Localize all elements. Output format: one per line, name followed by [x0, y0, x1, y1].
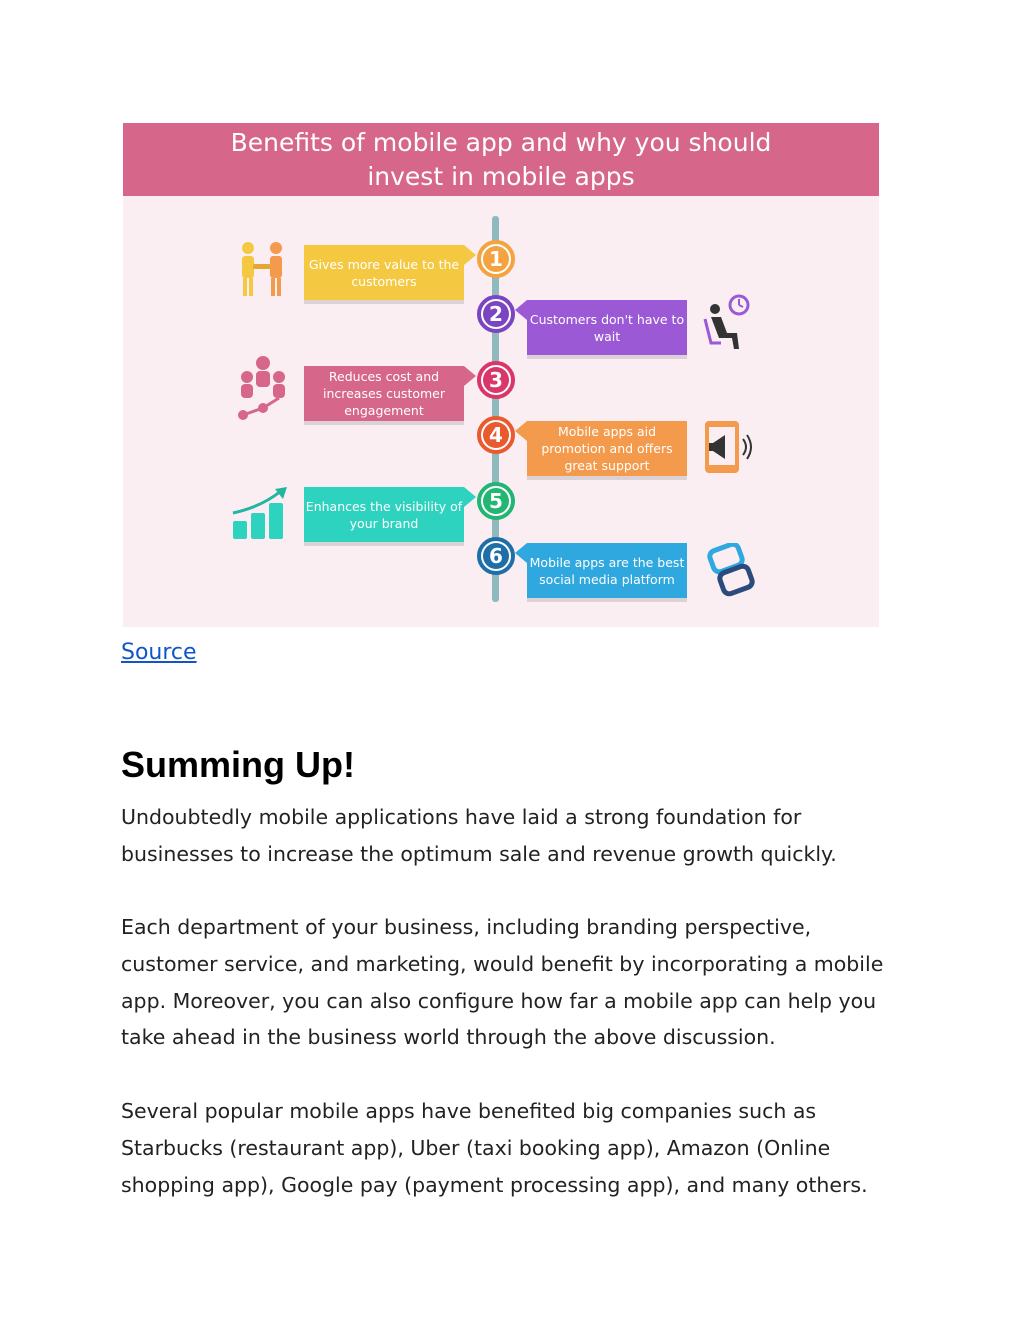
- benefit-box-3: [304, 366, 464, 421]
- benefit-number-4: [477, 416, 515, 454]
- benefit-number-2-label: 2: [483, 301, 509, 327]
- paragraph-2-line-4: take ahead in the business world through the above discussion.: [121, 1025, 776, 1050]
- paragraph-2: [121, 909, 911, 1056]
- benefit-number-2: [477, 295, 515, 333]
- paragraph-1: [121, 799, 911, 873]
- infographic-title: [123, 123, 879, 196]
- benefit-number-3: [477, 361, 515, 399]
- benefit-number-6: [477, 537, 515, 575]
- paragraph-1-line-2: businesses to increase the optimum sale and revenue growth quickly.: [121, 841, 837, 866]
- paragraph-1-line-1: Undoubtedly mobile applications have laid a strong foundation for: [121, 805, 802, 829]
- paragraph-3-line-3: shopping app), Google pay (payment processing app), and many others.: [121, 1172, 868, 1197]
- benefit-text-4: Mobile apps aid promotion and offers great support: [541, 424, 673, 473]
- people-network-icon: [233, 353, 295, 423]
- benefit-number-1: [477, 240, 515, 278]
- infographic-title-line1: Benefits of mobile app and why you should: [230, 127, 772, 157]
- growth-chart-icon: [231, 485, 293, 541]
- benefit-text-5: Enhances the visibility of your brand: [305, 498, 463, 531]
- paragraph-2-line-2: customer service, and marketing, would benefit by incorporating a mobile: [121, 951, 884, 976]
- section-heading: Summing Up!: [121, 744, 355, 785]
- benefit-number-4-label: 4: [483, 422, 509, 448]
- benefit-number-5: [477, 482, 515, 520]
- phone-megaphone-icon: [703, 419, 759, 475]
- benefit-text-1: Gives more value to the customers: [308, 256, 460, 289]
- benefit-text-6: Mobile apps are the best social media platform: [529, 554, 685, 587]
- benefit-box-4: [527, 421, 687, 476]
- benefit-text-2: Customers don't have to wait: [529, 311, 685, 344]
- benefit-number-3-label: 3: [483, 367, 509, 393]
- paragraph-2-line-3: app. Moreover, you can also configure how far a mobile app can help you: [121, 988, 877, 1013]
- source-link[interactable]: Source: [121, 640, 197, 665]
- paragraph-3-line-1: Several popular mobile apps have benefited big companies such as: [121, 1099, 817, 1123]
- benefits-infographic: [123, 123, 879, 627]
- benefit-box-6: [527, 543, 687, 598]
- social-links-icon: [701, 543, 761, 597]
- infographic-title-line2: invest in mobile apps: [367, 161, 635, 191]
- benefit-box-1: [304, 245, 464, 300]
- benefit-text-3: Reduces cost and increases customer engagement: [322, 369, 446, 418]
- benefit-number-5-label: 5: [483, 488, 509, 514]
- paragraph-2-line-1: Each department of your business, including branding perspective,: [121, 915, 812, 939]
- benefit-box-2: [527, 300, 687, 355]
- waiting-person-clock-icon: [701, 291, 763, 355]
- paragraph-3: [121, 1093, 911, 1203]
- benefit-number-1-label: 1: [483, 246, 509, 272]
- benefit-box-5: [304, 487, 464, 542]
- paragraph-3-line-2: Starbucks (restaurant app), Uber (taxi booking app), Amazon (Online: [121, 1135, 831, 1160]
- benefit-number-6-label: 6: [483, 543, 509, 569]
- handshake-people-icon: [231, 238, 293, 300]
